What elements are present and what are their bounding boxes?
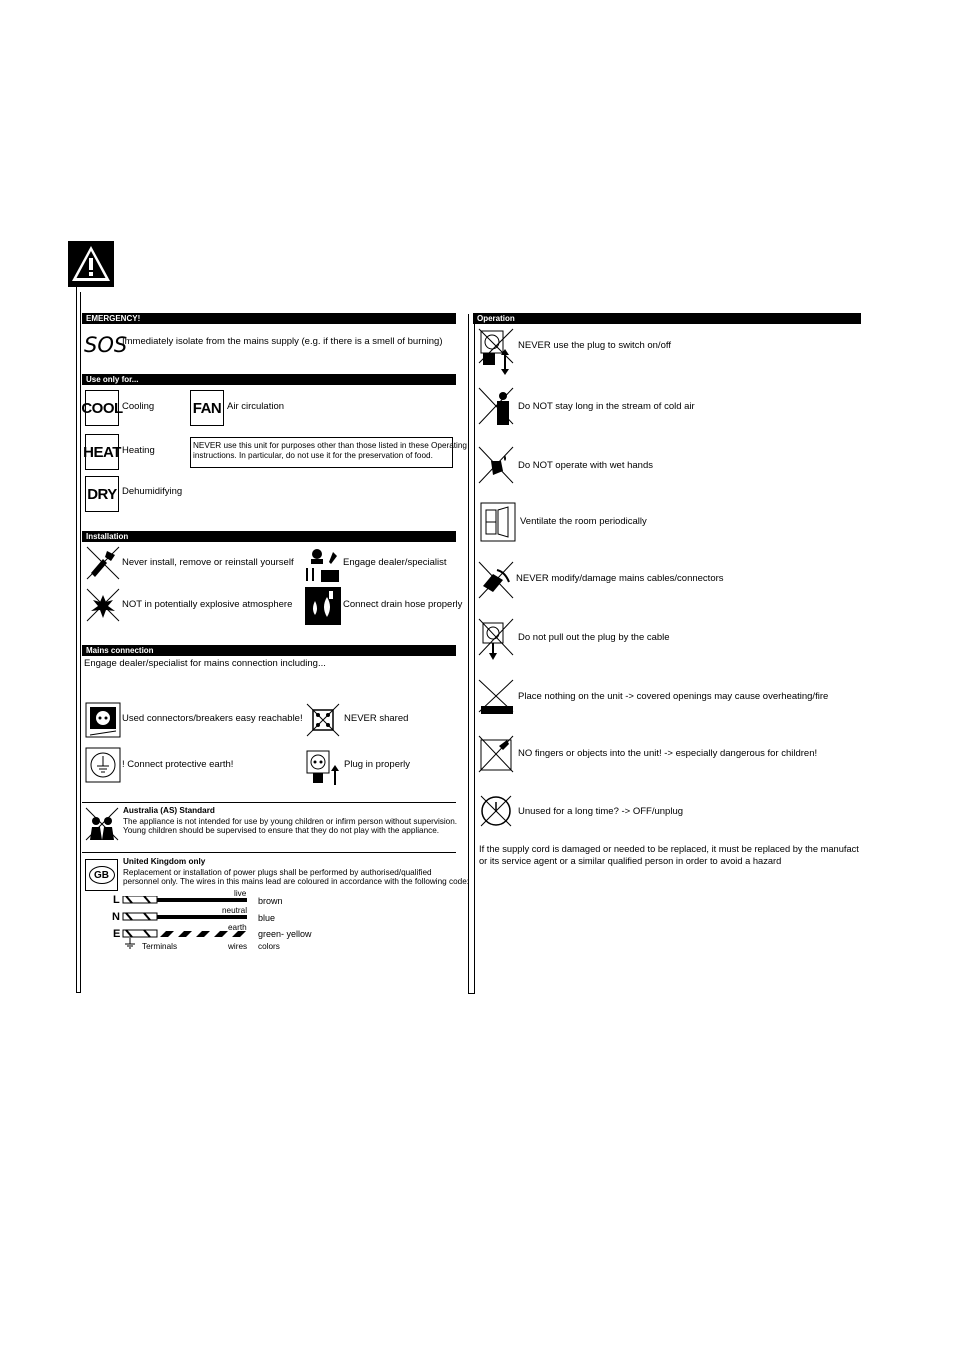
ground-symbol-icon [124, 938, 136, 950]
gb-badge: GB [89, 866, 115, 884]
operation-item-9: Unused for a long time? -> OFF/unplug [518, 806, 684, 817]
wires-label: wires [228, 942, 248, 951]
fan-label: Air circulation [227, 401, 285, 412]
installation-item-4: Connect drain hose properly [343, 599, 463, 610]
heat-badge: HEAT [85, 434, 119, 470]
supply-cord-note-2: or its service agent or a similar qualified person in order to avoid a hazard [479, 856, 782, 866]
left-inner-line [80, 292, 81, 993]
dry-badge: DRY [85, 476, 119, 512]
installation-header: Installation [82, 531, 456, 542]
connector-icon [85, 702, 121, 738]
mains-intro: Engage dealer/specialist for mains connection including... [84, 658, 326, 669]
wire-diagram [122, 896, 250, 944]
wire-e-label: E [113, 928, 121, 940]
dealer-specialist-icon [305, 548, 341, 582]
cool-label: Cooling [122, 401, 155, 412]
warning-icon [68, 241, 114, 287]
purpose-note: NEVER use this unit for purposes other than those listed in these Operating instructions. In particular, do not use it for the preservation of food. [190, 437, 453, 468]
cool-badge: COOL [85, 390, 119, 426]
no-wet-hands-icon [477, 445, 515, 485]
operation-header: Operation [473, 313, 861, 324]
power-off-icon [477, 792, 515, 830]
uk-title: United Kingdom only [123, 857, 206, 866]
uk-line-1: Replacement or installation of power plugs shall be performed by authorised/qualified [123, 868, 432, 877]
neutral-label: neutral [222, 906, 248, 915]
mains-item-1: Used connectors/breakers easy reachable! [122, 713, 303, 724]
operation-item-7: Place nothing on the unit -> covered openings may cause overheating/fire [518, 691, 829, 702]
blue-label: blue [258, 913, 276, 923]
green-yellow-label: green- yellow [258, 929, 312, 939]
mains-item-2: NEVER shared [344, 713, 409, 724]
no-pull-cable-icon [477, 617, 515, 661]
window-icon [480, 502, 516, 542]
supply-cord-note-1: If the supply cord is damaged or needed to be replaced, it must be replaced by the manufact [479, 844, 859, 854]
brown-label: brown [258, 896, 283, 906]
heat-label: Heating [122, 445, 155, 456]
mains-item-4: Plug in properly [344, 759, 411, 770]
right-frame-line [468, 314, 469, 994]
earth-label: earth [228, 923, 247, 932]
earth-icon [85, 747, 121, 783]
use-only-header: Use only for... [82, 374, 456, 385]
no-fingers-icon [477, 734, 515, 774]
australia-line-1: The appliance is not intended for use by young children or infirm person without supervision. [123, 817, 458, 826]
wire-l-label: L [113, 894, 120, 906]
operation-item-2: Do NOT stay long in the stream of cold air [518, 401, 695, 412]
live-label: live [234, 889, 247, 898]
children-icon [84, 806, 120, 842]
operation-item-3: Do NOT operate with wet hands [518, 460, 654, 471]
installation-item-2: Engage dealer/specialist [343, 557, 447, 568]
operation-item-5: NEVER modify/damage mains cables/connectors [516, 573, 724, 584]
emergency-text: Immediately isolate from the mains supply (e.g. if there is a smell of burning) [122, 336, 443, 347]
mains-header: Mains connection [82, 645, 456, 656]
mains-item-3: ! Connect protective earth! [122, 759, 234, 770]
installation-item-1: Never install, remove or reinstall yourself [122, 557, 294, 568]
fan-badge: FAN [190, 390, 224, 426]
operation-item-4: Ventilate the room periodically [520, 516, 647, 527]
sos-label: SOS [84, 333, 128, 357]
australia-title: Australia (AS) Standard [123, 806, 215, 815]
operation-item-6: Do not pull out the plug by the cable [518, 632, 670, 643]
terminals-label: Terminals [142, 942, 178, 951]
left-frame-line [76, 287, 77, 993]
plug-in-icon [305, 749, 341, 787]
operation-item-8: NO fingers or objects into the unit! -> especially dangerous for children! [518, 748, 818, 759]
no-self-install-icon [85, 545, 121, 581]
operation-item-1: NEVER use the plug to switch on/off [518, 340, 671, 351]
drain-hose-icon [305, 587, 341, 625]
installation-item-3: NOT in potentially explosive atmosphere [122, 599, 293, 610]
right-inner-line [474, 322, 475, 994]
australia-line-2: Young children should be supervised to ensure that they do not play with the appliance. [123, 826, 440, 835]
no-explosive-icon [85, 587, 121, 623]
no-cold-air-icon [477, 386, 515, 426]
wire-n-label: N [112, 911, 120, 923]
colors-label: colors [258, 942, 280, 951]
no-cable-damage-icon [477, 560, 515, 600]
gb-badge-frame [85, 859, 118, 891]
dry-label: Dehumidifying [122, 486, 183, 497]
nothing-on-unit-icon [477, 678, 515, 718]
emergency-header: EMERGENCY! [82, 313, 456, 324]
no-plug-switch-icon [477, 327, 515, 375]
uk-line-2: personnel only. The wires in this mains lead are coloured in accordance with the following code: [123, 877, 470, 886]
never-shared-icon [305, 702, 341, 738]
